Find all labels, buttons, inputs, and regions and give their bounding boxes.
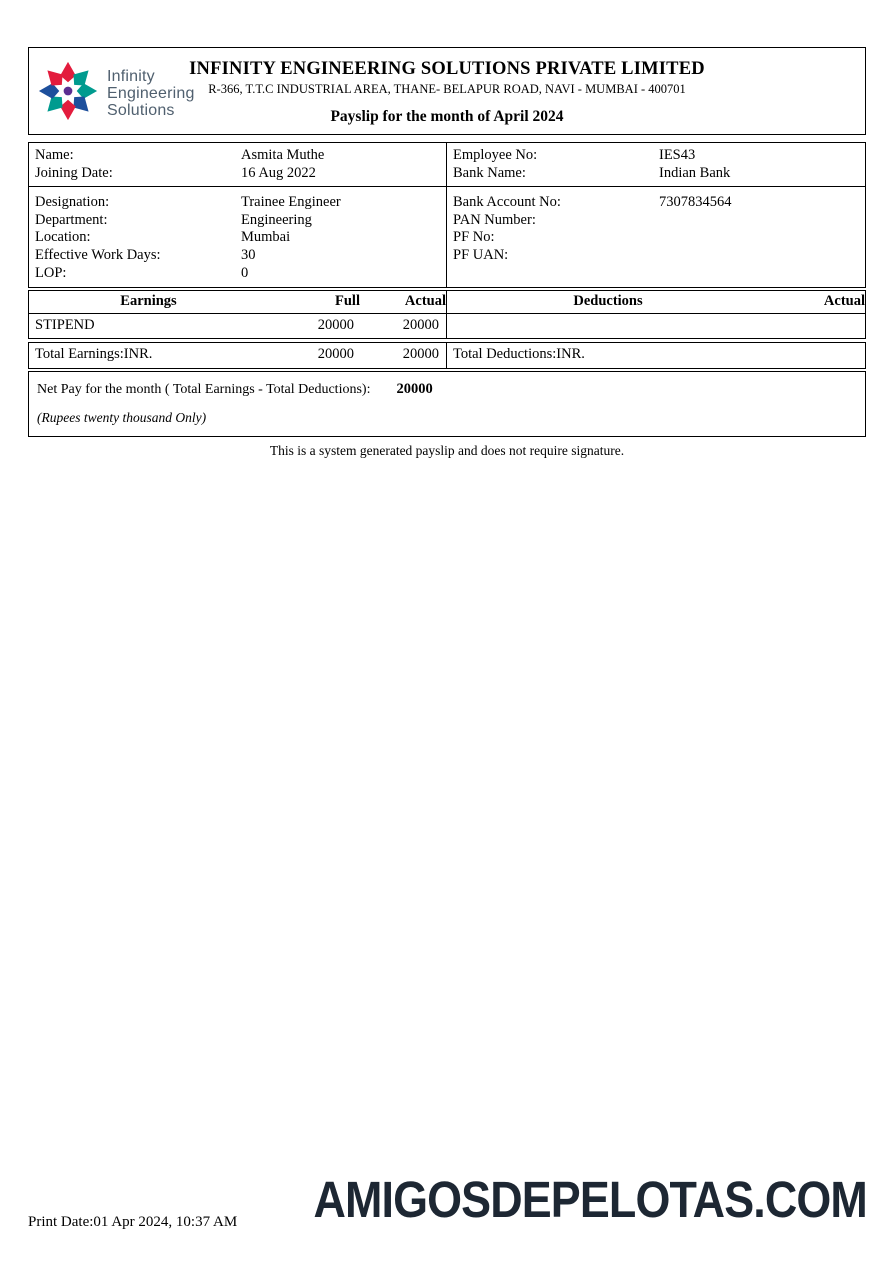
totals-row	[28, 342, 866, 369]
field-label: Joining Date:	[35, 164, 113, 181]
field-value: Mumbai	[241, 229, 291, 246]
earnings-table-header	[29, 291, 865, 314]
field-label: PF UAN:	[453, 246, 509, 263]
total-earnings-label: Total Earnings:INR.	[35, 346, 153, 363]
employee-field-row	[35, 265, 446, 283]
earnings-table-row	[29, 314, 865, 338]
col-header-deductions: Deductions	[573, 293, 643, 310]
employee-field-row	[453, 229, 865, 247]
earning-full-amount: 20000	[317, 317, 354, 334]
system-generated-note: This is a system generated payslip and does not require signature.	[269, 443, 625, 459]
logo-word-2: Engineering	[107, 84, 195, 102]
print-date: Print Date:01 Apr 2024, 10:37 AM	[28, 1214, 238, 1230]
logo-wordmark	[107, 68, 195, 120]
field-value: 16 Aug 2022	[241, 164, 316, 181]
employee-field-row	[35, 194, 446, 212]
net-pay-amount: 20000	[396, 381, 433, 398]
employee-field-row	[35, 229, 446, 247]
field-value	[659, 229, 865, 247]
pinwheel-star-icon	[36, 59, 100, 128]
employee-field-row	[35, 247, 446, 265]
field-label: PAN Number:	[453, 211, 536, 228]
employee-info-top-group	[29, 143, 865, 187]
earning-name: STIPEND	[35, 317, 95, 334]
col-header-deductions-actual: Actual	[823, 293, 865, 310]
field-label: Bank Account No:	[453, 194, 561, 211]
employee-info-bottom-group	[29, 187, 865, 287]
employee-info-right-top	[447, 143, 865, 186]
company-logo	[36, 59, 195, 128]
employee-info-table	[28, 142, 866, 288]
employee-field-row	[35, 147, 446, 165]
employee-info-left-top	[29, 143, 447, 186]
col-header-full: Full	[335, 293, 360, 310]
earning-actual-amount: 20000	[402, 317, 439, 334]
company-name: INFINITY ENGINEERING SOLUTIONS PRIVATE LIMITED	[189, 59, 705, 79]
employee-field-row	[453, 194, 865, 212]
field-value: IES43	[659, 147, 696, 163]
net-pay-label: Net Pay for the month ( Total Earnings - Total Deductions):	[37, 382, 371, 398]
field-value: 30	[241, 246, 256, 263]
col-header-earnings: Earnings	[120, 293, 177, 310]
field-label: Effective Work Days:	[35, 246, 161, 263]
field-label: Department:	[35, 211, 108, 228]
field-value: 0	[241, 264, 249, 281]
field-label: Bank Name:	[453, 164, 526, 181]
logo-word-1: Infinity	[107, 67, 155, 85]
employee-info-left-bottom	[29, 187, 447, 287]
total-earnings-actual: 20000	[402, 346, 439, 363]
payslip-sheet	[28, 47, 866, 459]
total-deductions-label: Total Deductions:INR.	[453, 346, 585, 363]
field-value	[659, 212, 865, 230]
employee-field-row	[453, 247, 865, 265]
employee-field-row	[453, 165, 865, 183]
net-pay-section	[28, 371, 866, 437]
field-value: Asmita Muthe	[241, 147, 325, 163]
field-value: 7307834564	[659, 194, 732, 211]
net-pay-in-words: (Rupees twenty thousand Only)	[37, 410, 207, 426]
employee-field-row	[453, 212, 865, 230]
deduction-actual-amount	[769, 314, 865, 338]
total-deductions-actual	[769, 343, 865, 368]
payslip-title: Payslip for the month of April 2024	[330, 108, 564, 125]
col-header-actual: Actual	[404, 293, 446, 310]
earnings-deductions-table	[28, 290, 866, 339]
deduction-name	[447, 314, 769, 338]
field-label: Name:	[35, 147, 74, 163]
field-label: LOP:	[35, 264, 67, 281]
employee-info-right-bottom	[447, 187, 865, 287]
total-earnings-full: 20000	[317, 346, 354, 363]
logo-word-3: Solutions	[107, 102, 175, 120]
field-label: PF No:	[453, 229, 495, 246]
company-address: R-366, T.T.C INDUSTRIAL AREA, THANE- BELAPUR ROAD, NAVI - MUMBAI - 400701	[208, 82, 686, 96]
employee-field-row	[453, 147, 865, 165]
employee-field-row	[35, 165, 446, 183]
company-header	[28, 47, 866, 135]
field-value	[659, 247, 865, 265]
field-value: Indian Bank	[659, 164, 731, 181]
field-label: Location:	[35, 229, 91, 246]
field-value: Trainee Engineer	[241, 194, 341, 211]
field-value: Engineering	[241, 211, 312, 228]
watermark-text: AMIGOSDEPELOTAS.COM	[313, 1171, 867, 1228]
field-label: Designation:	[35, 194, 110, 211]
field-label: Employee No:	[453, 147, 538, 163]
employee-field-row	[35, 212, 446, 230]
